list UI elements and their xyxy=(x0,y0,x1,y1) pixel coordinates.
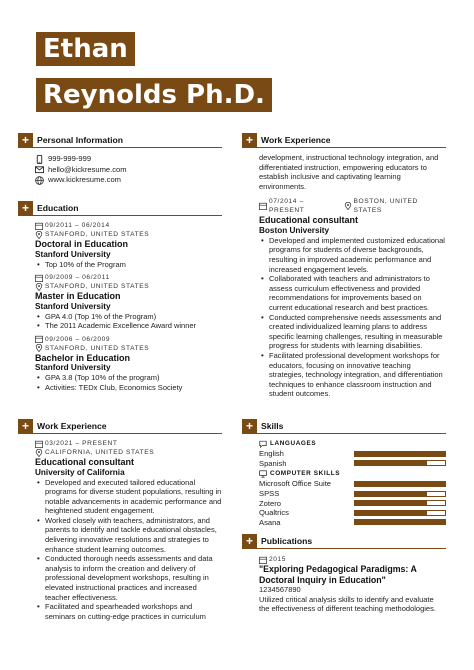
degree-title: Doctoral in Education xyxy=(35,239,129,249)
plus-icon: + xyxy=(18,419,33,434)
skill-row xyxy=(259,498,446,508)
skill-bar xyxy=(354,510,446,516)
location-pin-icon xyxy=(344,202,352,210)
email-text[interactable]: hello@kickresume.com xyxy=(48,164,127,174)
skill-row xyxy=(259,508,446,518)
section-title: Skills xyxy=(261,421,284,431)
section-header xyxy=(18,133,222,148)
skill-row xyxy=(259,518,446,528)
education-item xyxy=(35,221,222,269)
languages-heading: LANGUAGES xyxy=(259,439,446,449)
section-title: Work Experience xyxy=(261,135,331,145)
skill-name: Microsoft Office Suite xyxy=(259,479,332,489)
publications-section xyxy=(242,534,446,614)
education-location: STANFORD, UNITED STATES xyxy=(35,282,222,291)
education-location: STANFORD, UNITED STATES xyxy=(35,344,222,353)
publication-year: 2015 xyxy=(259,555,446,564)
personal-section xyxy=(18,133,222,186)
education-item xyxy=(35,335,222,393)
skill-row xyxy=(259,479,446,489)
section-title: Publications xyxy=(261,536,313,546)
skill-row xyxy=(259,459,446,469)
skill-fill xyxy=(355,482,445,486)
job-bullets xyxy=(35,478,222,622)
section-title: Work Experience xyxy=(37,421,107,431)
section-header xyxy=(242,419,446,434)
skill-bar xyxy=(354,500,446,506)
job-dates: 03/2021 – PRESENT xyxy=(35,439,222,448)
job-org: Boston University xyxy=(259,225,330,235)
location-pin-icon xyxy=(35,344,43,352)
computer-icon xyxy=(259,470,267,478)
skills-section xyxy=(242,419,446,527)
calendar-icon xyxy=(35,274,43,282)
skill-fill xyxy=(355,501,427,505)
job-role: Educational consultant xyxy=(259,215,359,226)
computer-skills-list xyxy=(259,479,446,527)
job-role: Educational consultant xyxy=(35,457,135,467)
list-item: • The 2011 Academic Excellence Award winner xyxy=(35,321,222,331)
chat-icon xyxy=(259,440,267,448)
education-section xyxy=(18,201,222,392)
job-org: University of California xyxy=(35,467,125,477)
web-text[interactable]: www.kickresume.com xyxy=(48,175,121,184)
plus-icon: + xyxy=(242,133,257,148)
skill-name: Spanish xyxy=(259,458,287,468)
skill-bar xyxy=(354,491,446,497)
education-item xyxy=(35,273,222,331)
skill-name: English xyxy=(259,449,284,459)
email-row xyxy=(35,165,222,176)
location-pin-icon xyxy=(35,231,43,239)
web-row xyxy=(35,175,222,186)
calendar-icon xyxy=(35,440,43,448)
plus-icon: + xyxy=(18,201,33,216)
location-pin-icon xyxy=(35,283,43,291)
list-item: • Top 10% of the Program xyxy=(35,260,222,270)
publication-title: "Exploring Pedagogical Paradigms: A Doctoral Inquiry in Education" xyxy=(259,564,417,585)
skill-fill xyxy=(355,461,427,465)
skill-fill xyxy=(355,511,427,515)
education-bullets xyxy=(35,312,222,331)
name-first: Ethan xyxy=(36,32,135,66)
skill-name: Qualtrics xyxy=(259,508,289,518)
work-experience-section xyxy=(242,133,446,399)
section-header xyxy=(242,133,446,148)
list-item: • Collaborated with teachers and administrators to assess curriculum effectiveness and provided recommendations for improvements based on current educational research and best practices. xyxy=(259,274,446,312)
plus-icon: + xyxy=(242,534,257,549)
list-item: • Developed and executed tailored educational programs for diverse student populations, resulting in notable advancements in academic performance and heightened student engagement. xyxy=(35,478,222,516)
skill-name: SPSS xyxy=(259,489,280,499)
list-item: • Worked closely with teachers, administrators, and parents to identify and tackle educational obstacles, delivering innovative resolutions and strategies to enhance student learning outcomes. xyxy=(35,516,222,554)
section-header xyxy=(242,534,446,549)
publication-description: Utilized critical analysis skills to identify and evaluate the effectiveness of different teaching methodologies. xyxy=(259,594,436,614)
skill-fill xyxy=(355,520,445,524)
skill-row xyxy=(259,449,446,459)
plus-icon: + xyxy=(242,419,257,434)
degree-title: Bachelor in Education xyxy=(35,352,131,363)
list-item: • Facilitated and spearheaded workshops and seminars on cutting-edge practices in curriculum xyxy=(35,602,222,621)
plus-icon: + xyxy=(18,133,33,148)
publication-id: 1234567890 xyxy=(259,585,301,594)
list-item: • Conducted comprehensive needs assessments and created individualized learning plans to address specific learning challenges, resulting in measurable progress for students with learning disabilities. xyxy=(259,313,446,351)
skill-bar xyxy=(354,451,446,457)
name-last: Reynolds Ph.D. xyxy=(36,78,272,112)
job-location: CALIFORNIA, UNITED STATES xyxy=(35,448,222,457)
globe-icon xyxy=(35,176,44,185)
section-title: Education xyxy=(37,203,79,213)
skill-name: Asana xyxy=(259,517,281,527)
skill-name: Zotero xyxy=(259,498,281,508)
phone-text: 999-999-999 xyxy=(48,154,92,163)
list-item: • Facilitated professional development workshops for educators, focusing on innovative teaching strategies, technology integration, and differentiation techniques to enhance classroom instruction and student outcomes. xyxy=(259,351,446,399)
skill-bar xyxy=(354,481,446,487)
calendar-icon xyxy=(259,202,267,210)
location-pin-icon xyxy=(35,449,43,457)
section-header xyxy=(18,201,222,216)
job-dates-location: 07/2014 – PRESENT BOSTON, UNITED STATES xyxy=(259,197,446,215)
skill-row xyxy=(259,489,446,499)
list-item: • GPA 4.0 (Top 1% of the Program) xyxy=(35,312,222,322)
calendar-icon xyxy=(35,335,43,343)
section-title: Personal Information xyxy=(37,135,123,145)
education-dates: 09/2011 – 06/2014 xyxy=(35,221,222,230)
continued-text: development, instructional technology integration, and differentiated instruction, empowering educators to establish inclusive and captivating learning environments. xyxy=(259,153,439,191)
list-item: • Conducted thorough needs assessments and data analysis to inform the creation and delivery of professional development workshops, resulting in elevated instructional practices and increased teacher effectiveness. xyxy=(35,554,222,602)
phone-row xyxy=(35,154,222,165)
skill-bar xyxy=(354,519,446,525)
computer-skills-heading: COMPUTER SKILLS xyxy=(259,469,446,479)
education-dates: 09/2009 – 06/2011 xyxy=(35,273,222,282)
degree-title: Master in Education xyxy=(35,291,121,302)
school-name: Stanford University xyxy=(35,363,111,373)
school-name: Stanford University xyxy=(35,249,111,259)
skill-fill xyxy=(355,492,427,496)
list-item: • Activities: TEDx Club, Economics Society xyxy=(35,383,222,393)
phone-icon xyxy=(35,155,44,164)
calendar-icon xyxy=(35,222,43,230)
languages-list xyxy=(259,449,446,468)
education-location: STANFORD, UNITED STATES xyxy=(35,230,222,239)
calendar-icon xyxy=(259,556,267,564)
school-name: Stanford University xyxy=(35,301,111,311)
list-item: • GPA 3.8 (Top 10% of the program) xyxy=(35,373,222,383)
list-item: • Developed and implemented customized educational programs for students of diverse backgrounds, resulting in improved academic performance and increased engagement levels. xyxy=(259,236,446,274)
mail-icon xyxy=(35,165,44,174)
work-experience-section xyxy=(18,419,222,621)
education-bullets xyxy=(35,260,222,270)
skill-fill xyxy=(355,452,445,456)
section-header xyxy=(18,419,222,434)
job-bullets xyxy=(259,236,446,399)
education-dates: 09/2006 – 06/2009 xyxy=(35,335,222,344)
education-bullets xyxy=(35,373,222,392)
skill-bar xyxy=(354,460,446,466)
